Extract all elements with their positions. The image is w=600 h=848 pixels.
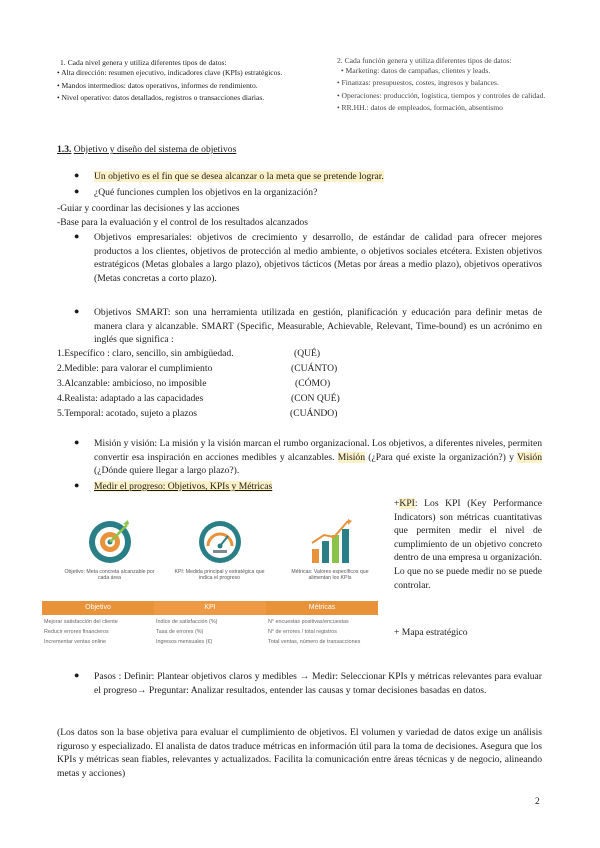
- table-cell: Total ventas, número de transacciones: [268, 639, 361, 645]
- bullet-dot: ●: [74, 480, 80, 490]
- table-row: [42, 637, 378, 647]
- bullet-dot: ●: [74, 306, 80, 316]
- page-number: 2: [535, 796, 540, 807]
- levels-title: 1. Cada nivel genera y utiliza diferentes tipos de datos:: [60, 58, 227, 67]
- bullet-dot: ●: [74, 437, 80, 447]
- closing-paragraph: (Los datos son la base objetiva para evaluar el cumplimiento de objetivos. El volumen y variedad de datos exige un análisis riguroso y especializado. El analista de datos traduce métricas en información útil para la toma de decisiones. Asegura que los KPIs y métricas sean fiables, relevantes y actualizados. Facilita la comunicación entre áreas técnicas y de negocio, alineando metas y acciones): [57, 727, 542, 779]
- kpi-word: KPI: [399, 498, 415, 509]
- table-cell: Índice de satisfacción (%): [156, 619, 218, 625]
- levels-item: • Nivel operativo: datos detallados, registros o transacciones diarias.: [57, 92, 265, 102]
- table-cell: N° encuestas positivas/encuestas: [268, 619, 349, 625]
- functions-item: • RR.HH.: datos de empleados, formación, absentismo: [337, 103, 503, 113]
- medir-heading: [94, 480, 272, 494]
- functions-item: • Marketing: datos de campañas, clientes y leads.: [341, 65, 491, 75]
- smart-question: (CON QUÉ): [291, 393, 340, 404]
- mision-question: (¿Para qué existe la organización?) y: [368, 451, 514, 463]
- smart-question: (QUÉ): [294, 348, 321, 359]
- levels-item: • Mandos intermedios: datos operativos, informes de rendimiento.: [57, 81, 258, 91]
- objetivo-caption: Objetivo: Meta concreta alcanzable por cada área: [64, 569, 155, 582]
- kpi-caption: KPI: Medida principal y estratégica que indica el progreso: [174, 569, 265, 582]
- smart-item: [57, 377, 357, 392]
- functions-title: 2. Cada función genera y utiliza diferentes tipos de datos:: [337, 56, 512, 65]
- smart-list: [57, 347, 357, 422]
- table-row: [42, 627, 378, 637]
- kpi-infographic: [42, 507, 378, 672]
- header-kpi: KPI: [154, 601, 266, 615]
- function-guide: -Guiar y coordinar las decisiones y las acciones: [57, 203, 240, 214]
- smart-label: 4.Realista: adaptado a las capacidades: [57, 393, 204, 404]
- section-heading: [57, 143, 236, 157]
- smart-item: [57, 347, 357, 362]
- medir-text: Medir el progreso: Objetivos, KPIs y Métricas: [94, 481, 273, 492]
- function-base: -Base para la evaluación y el control de los resultados alcanzados: [57, 217, 308, 228]
- section-number: 1.3.: [57, 144, 72, 155]
- vision-question: (¿Dónde quiere llegar a largo plazo?).: [94, 465, 240, 477]
- bullet-dot: ●: [74, 170, 80, 180]
- smart-item: [57, 362, 357, 377]
- table-cell: Reducir errores financieros: [44, 629, 109, 635]
- mision-vision: [94, 437, 542, 478]
- smart-item: [57, 407, 357, 422]
- vision-word: Visión: [517, 451, 543, 463]
- smart-question: (CÓMO): [295, 378, 331, 389]
- kpi-definition: [394, 497, 542, 592]
- bar-chart-icon: [306, 517, 356, 565]
- bullet-dot: ●: [74, 670, 80, 680]
- smart-objectives: Objetivos SMART: son una herramienta utilizada en gestión, planificación y educación para definir metas de manera clara y alcanzable. SMART (Specific, Measurable, Achievable, Relevant, Time-bound) es un acrónimo en inglés que significa :: [94, 307, 542, 346]
- mision-word: Misión: [337, 451, 365, 463]
- mision-text: Misión y visión: La misión y la visión marcan el rumbo organizacional. Los objetivos, a diferentes niveles, permiten convertir esa inspiración en acciones medibles y alcanzables.: [94, 438, 542, 463]
- functions-item: • Operaciones: producción, logística, tiempos y controles de calidad.: [337, 90, 546, 100]
- table-cell: Incrementar ventas online: [44, 639, 107, 645]
- section-title: Objetivo y diseño del sistema de objetivos: [73, 144, 237, 155]
- mapa-estrategico: + Mapa estratégico: [394, 627, 468, 638]
- smart-item: [57, 392, 357, 407]
- functions-item: • Finanzas: presupuestos, costes, ingresos y balances.: [337, 78, 499, 88]
- table-cell: Ingresos mensuales (€): [156, 639, 213, 645]
- table-row: [42, 617, 378, 627]
- objective-definition: [94, 170, 384, 184]
- pasos: Pasos : Definir: Plantear objetivos claros y medibles → Medir: Seleccionar KPIs y métricas relevantes para evaluar el progreso→ Preguntar: Analizar resultados, entender las causas y tomar decisiones basadas en datos.: [94, 671, 542, 696]
- smart-label: 3.Alcanzable: ambicioso, no imposible: [57, 378, 207, 389]
- smart-label: 5.Temporal: acotado, sujeto a plazos: [57, 408, 197, 419]
- metricas-caption: Métricas: Valores específicos que alimentan los KPIs: [291, 569, 369, 582]
- table-cell: N° de errores / total registros: [268, 629, 337, 635]
- gauge-icon: [197, 519, 243, 565]
- levels-block: [57, 58, 322, 102]
- smart-question: (CUÁNDO): [290, 408, 338, 419]
- kpi-text: : Los KPI (Key Performance Indicators) son métricas cuantitativas que permiten medir el nivel de cumplimiento de un objetivo concreto dentro de una empresa u organización. Lo que no se puede medir no se puede controlar.: [394, 498, 542, 591]
- levels-item: • Alta dirección: resumen ejecutivo, indicadores clave (KPIs) estratégicos.: [57, 67, 283, 77]
- objective-definition-text: Un objetivo es el fin que se desea alcanzar o la meta que se pretende lograr.: [94, 171, 384, 182]
- header-objetivo: Objetivo: [42, 601, 154, 615]
- table-cell: Tasa de errores (%): [156, 629, 204, 635]
- functions-block: [337, 56, 597, 113]
- kpi-table: [42, 617, 378, 647]
- header-band: [42, 601, 378, 615]
- target-icon: [87, 519, 133, 565]
- business-objectives: Objetivos empresariales: objetivos de crecimiento y desarrollo, de estándar de calidad para ofrecer mejores productos a los clientes, objetivos de protección al medio ambiente, o objetivos sociales etcétera. Existen objetivos estratégicos (Metas globales a largo plazo), objetivos tácticos (Metas por áreas a medio plazo), objetivos operativos (Metas concretas a corto plazo).: [94, 232, 542, 284]
- header-metricas: Métricas: [266, 601, 378, 615]
- bullet-dot: ●: [74, 231, 80, 241]
- table-cell: Mejorar satisfacción del cliente: [44, 619, 118, 625]
- functions-question: ¿Qué funciones cumplen los objetivos en la organización?: [94, 187, 318, 198]
- kpi-prefix: +: [394, 498, 400, 509]
- smart-question: (CUÁNTO): [291, 363, 338, 374]
- bullet-dot: ●: [74, 186, 80, 196]
- smart-label: 1.Específico : claro, sencillo, sin ambigüedad.: [57, 348, 234, 359]
- smart-label: 2.Medible: para valorar el cumplimiento: [57, 363, 213, 374]
